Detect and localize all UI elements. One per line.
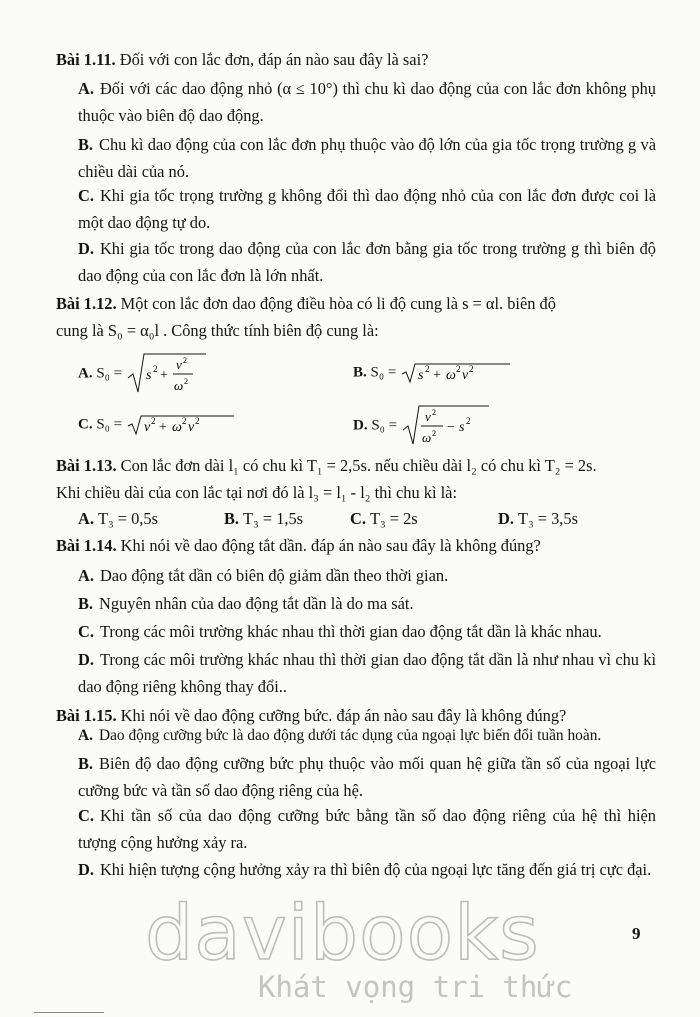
option-a: A. T₃ = 0,5s bbox=[78, 509, 158, 528]
formula-c-sqrt bbox=[126, 414, 236, 436]
question-1-15-header: Bài 1.15. Khi nói về dao động cưỡng bức. đáp án nào sau đây là không đúng? bbox=[56, 706, 567, 725]
option-b: B. Biên độ dao động cưỡng bức phụ thuộc vào mối quan hệ giữa tần số của ngoại lực cưỡng bức và tần số dao động riêng của hệ. bbox=[78, 754, 656, 800]
option-c: C. Trong các môi trường khác nhau thì thời gian dao động tắt dần là khác nhau. bbox=[78, 622, 602, 641]
svg-text:ω: ω bbox=[421, 430, 432, 445]
formula-d: D. S₀ = v 2 ω 2 − s 2 bbox=[353, 404, 491, 448]
svg-text:v: v bbox=[175, 357, 182, 372]
option-label: A. bbox=[78, 79, 94, 98]
svg-text:ω: ω bbox=[173, 378, 184, 393]
svg-text:2: 2 bbox=[431, 429, 436, 438]
question-text: Đối với con lắc đơn, đáp án nào sau đây là sai? bbox=[119, 50, 429, 69]
svg-text:2: 2 bbox=[194, 416, 200, 426]
svg-text:2: 2 bbox=[465, 416, 471, 426]
svg-text:s: s bbox=[145, 368, 152, 383]
watermark-tagline: Khát vọng tri thức bbox=[258, 970, 573, 1004]
svg-text:+: + bbox=[159, 368, 168, 383]
option-d: D. T₃ = 3,5s bbox=[498, 509, 578, 528]
question-number: Bài 1.15. bbox=[56, 706, 117, 725]
svg-text:2: 2 bbox=[152, 364, 158, 374]
formula-a: A. S₀ = s 2 + v 2 ω 2 bbox=[78, 352, 206, 396]
footer-rule bbox=[34, 1012, 104, 1013]
option-b: B. Nguyên nhân của dao động tắt dần là do ma sát. bbox=[78, 594, 414, 613]
svg-text:v: v bbox=[424, 409, 431, 424]
svg-text:−: − bbox=[446, 420, 455, 435]
question-number: Bài 1.11. bbox=[56, 50, 116, 69]
svg-text:2: 2 bbox=[425, 364, 430, 374]
option-c: C. Khi tần số của dao động cưỡng bức bằng tần số dao động riêng của hệ thì hiện tượng cộng hưởng xảy ra. bbox=[78, 806, 656, 852]
svg-text:+: + bbox=[158, 420, 167, 435]
page-number: 9 bbox=[632, 924, 641, 943]
option-d: D. Khi gia tốc trong dao động của con lắc đơn bằng gia tốc trong trường g thì biên độ dao động của con lắc đơn là lớn nhất. bbox=[78, 239, 656, 285]
option-d: D. Khi hiện tượng cộng hưởng xảy ra thì biên độ của ngoại lực tăng đến giá trị cực đại. bbox=[78, 860, 652, 879]
formula-a-sqrt bbox=[126, 352, 206, 396]
option-a: A. Dao động tắt dần có biên độ giảm dần theo thời gian. bbox=[78, 566, 449, 585]
formula-b: B. S₀ = s 2 + ω 2 v 2 bbox=[353, 362, 510, 384]
option-b: B. Chu kì dao động của con lắc đơn phụ thuộc vào độ lớn của gia tốc trọng trường g và chiều dài của nó. bbox=[78, 135, 656, 181]
formula-b-sqrt bbox=[400, 362, 510, 384]
option-a: A. Dao động cưỡng bức là dao động dưới tác dụng của ngoại lực biến đổi tuần hoàn. bbox=[78, 727, 602, 744]
svg-text:2: 2 bbox=[456, 364, 461, 374]
question-number: Bài 1.12. bbox=[56, 294, 117, 313]
svg-text:2: 2 bbox=[150, 416, 156, 426]
options-row bbox=[78, 505, 656, 532]
option-c: C. T₃ = 2s bbox=[350, 509, 418, 528]
svg-text:2: 2 bbox=[469, 364, 474, 374]
svg-text:s: s bbox=[458, 420, 465, 435]
svg-text:+: + bbox=[433, 368, 441, 383]
svg-text:ω: ω bbox=[171, 420, 182, 435]
svg-text:ω: ω bbox=[446, 368, 456, 383]
angle-condition: (α ≤ 10°) bbox=[277, 79, 338, 98]
question-1-12-header: Bài 1.12. Một con lắc đơn dao động điều hòa có li độ cung là s = αl. biên độ cung là S₀ = α₀l . Công thức tính biên độ cung là: bbox=[56, 294, 556, 340]
formula-d-sqrt bbox=[401, 404, 491, 448]
question-1-11-header bbox=[56, 46, 656, 73]
option-c: C. Khi gia tốc trọng trường g không đổi thì dao động nhỏ của con lắc đơn được coi là một dao động tự do. bbox=[78, 186, 656, 232]
option-d: D. Trong các môi trường khác nhau thì thời gian dao động tắt dần là như nhau vì chu kì dao động riêng không thay đổi.. bbox=[78, 650, 656, 696]
watermark-brand: davibooks bbox=[145, 888, 540, 977]
question-number: Bài 1.13. bbox=[56, 456, 117, 475]
formula-c: C. S₀ = v 2 + ω 2 v 2 bbox=[78, 414, 236, 436]
svg-text:v: v bbox=[187, 420, 195, 435]
svg-text:v: v bbox=[143, 420, 151, 435]
option-b: B. T₃ = 1,5s bbox=[224, 509, 304, 528]
svg-text:2: 2 bbox=[431, 408, 436, 417]
svg-text:v: v bbox=[462, 368, 469, 383]
option-a: A. Đối với các dao động nhỏ (α ≤ 10°) thì chu kì dao động của con lắc đơn không phụ thuộc vào biên độ dao động. bbox=[78, 79, 657, 125]
question-1-13-header: Bài 1.13. Con lắc đơn dài l₁ có chu kì T₁ = 2,5s. nếu chiều dài l₂ có chu kì T₂ = 2s. Khi chiều dài của con lắc tại nơi đó là l₃ = l₁ - l₂ thì chu kì là: bbox=[56, 456, 597, 502]
question-1-14-header: Bài 1.14. Khi nói về dao động tắt dần. đáp án nào sau đây là không đúng? bbox=[56, 536, 541, 555]
svg-text:s: s bbox=[418, 368, 424, 383]
question-number: Bài 1.14. bbox=[56, 536, 117, 555]
svg-text:2: 2 bbox=[181, 416, 187, 426]
svg-text:2: 2 bbox=[183, 377, 188, 386]
svg-text:2: 2 bbox=[182, 356, 187, 365]
